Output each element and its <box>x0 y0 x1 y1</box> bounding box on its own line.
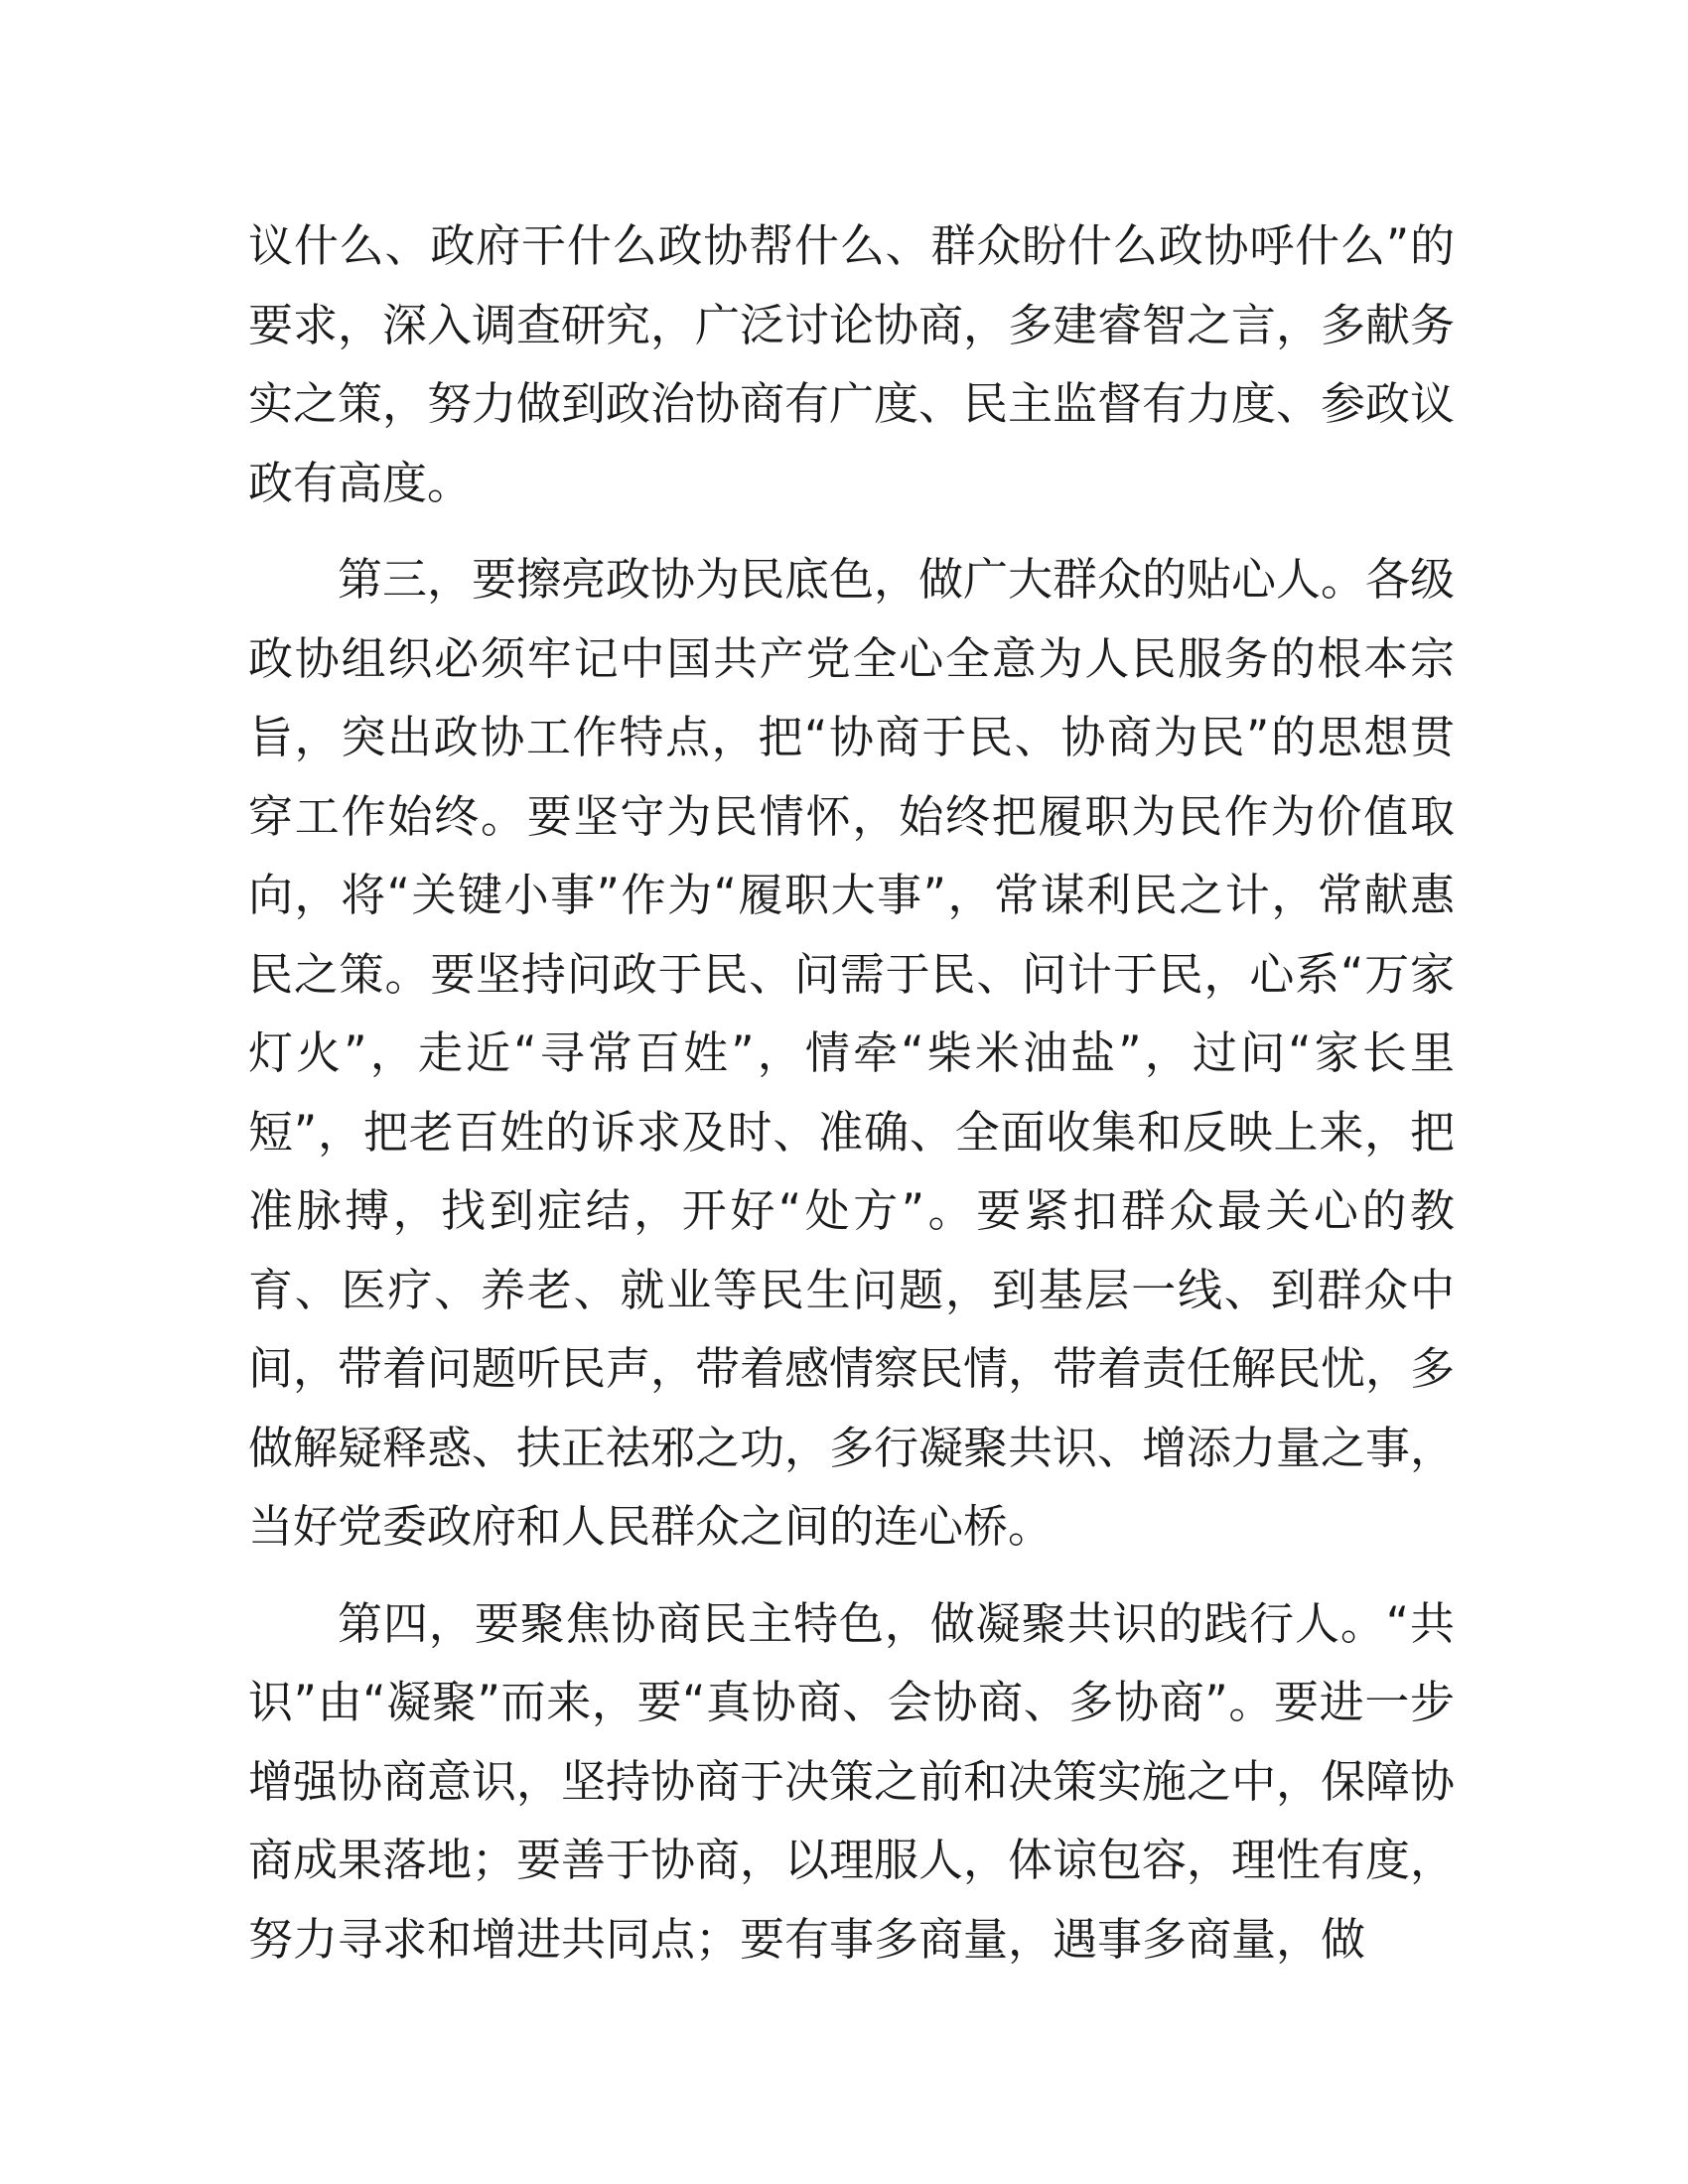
body-text <box>248 206 1455 1979</box>
paragraph-fourth-point: 第四，要聚焦协商民主特色，做凝聚共识的践行人。“共识”由“凝聚”而来，要“真协商、会协商、多协商”。要进一步增强协商意识，坚持协商于决策之前和决策实施之中，保障协商成果落地；要善于协商，以理服人，体谅包容，理性有度，努力寻求和增进共同点；要有事多商量，遇事多商量，做 <box>248 1596 1456 1966</box>
paragraph-third-point: 第三，要擦亮政协为民底色，做广大群众的贴心人。各级政协组织必须牢记中国共产党全心全意为人民服务的根本宗旨，突出政协工作特点，把“协商于民、协商为民”的思想贯穿工作始终。要坚守为民情怀，始终把履职为民作为价值取向，将“关键小事”作为“履职大事”，常谋利民之计，常献惠民之策。要坚持问政于民、问需于民、问计于民，心系“万家灯火”，走近“寻常百姓”，情牵“柴米油盐”，过问“家长里短”，把老百姓的诉求及时、准确、全面收集和反映上来，把准脉搏，找到症结，开好“处方”。要紧扣群众最关心的教育、医疗、养老、就业等民生问题，到基层一线、到群众中间，带着问题听民声，带着感情察民情，带着责任解民忧，多做解疑释惑、扶正祛邪之功，多行凝聚共识、增添力量之事，当好党委政府和人民群众之间的连心桥。 <box>248 553 1456 1553</box>
paragraph-continued: 议什么、政府干什么政协帮什么、群众盼什么政协呼什么”的要求，深入调查研究，广泛讨论协商，多建睿智之言，多献务实之策，努力做到政治协商有广度、民主监督有力度、参政议政有高度。 <box>248 219 1456 509</box>
